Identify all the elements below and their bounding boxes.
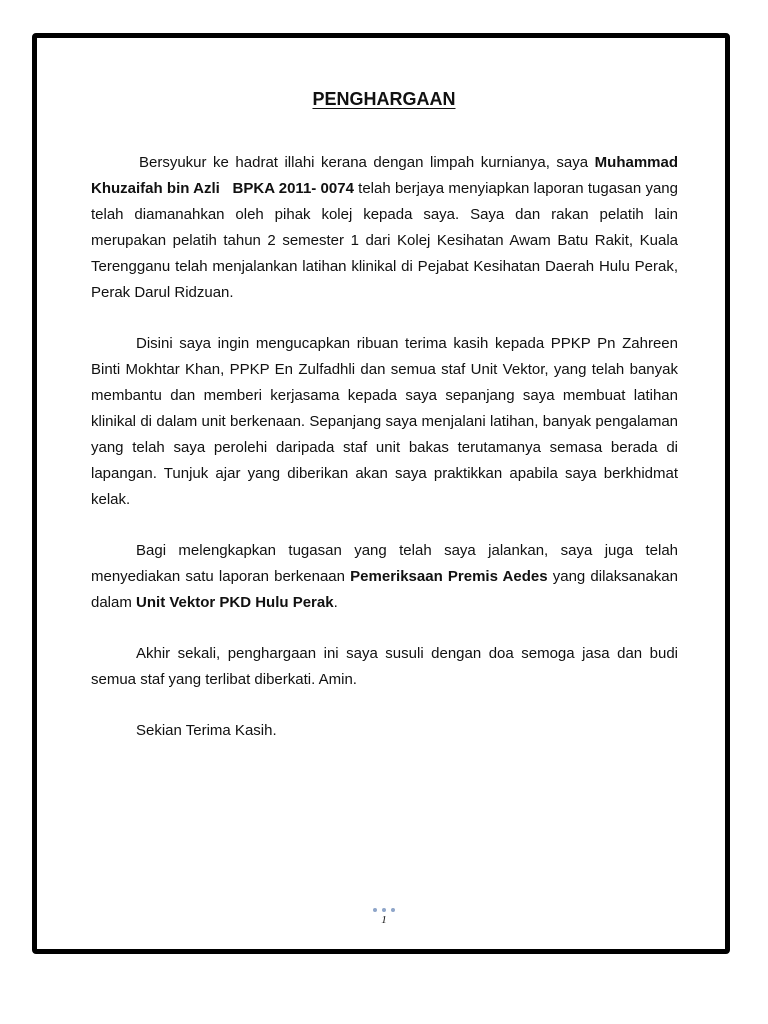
- paragraph-2: Disini saya ingin mengucapkan ribuan terima kasih kepada PPKP Pn Zahreen Binti Mokhtar Khan, PPKP En Zulfadhli dan semua staf Unit Vektor, yang telah banyak membantu dan memberi kerjasama kepada saya sepanjang saya membuat latihan klinikal di dalam unit berkenaan. Sepanjang saya menjalani latihan, banyak pengalaman yang telah saya perolehi daripada staf unit bakas terutamanya semasa berada di lapangan. Tunjuk ajar yang diberikan akan saya praktikkan apabila saya berkhidmat kelak.: [91, 335, 678, 508]
- paragraph-1-text-b: telah berjaya menyiapkan laporan tugasan yang telah diamanahkan oleh pihak kolej kepada saya. Saya dan rakan pelatih lain merupakan pelatih tahun 2 semester 1 dari Kolej Kesihatan Awam Batu Rakit, Kuala Terengganu telah menjalankan latihan klinikal di Pejabat Kesihatan Daerah Hulu Perak, Perak Darul Ridzuan.: [91, 180, 678, 301]
- closing-line: Sekian Terima Kasih.: [136, 722, 277, 739]
- paragraph-1: [91, 150, 678, 306]
- paragraph-3-text-c: .: [333, 594, 338, 611]
- paragraph-3: [91, 538, 678, 616]
- student-id: BPKA 2011- 0074: [232, 180, 354, 197]
- page-title: [0, 88, 768, 110]
- paragraph-1-gap: [220, 180, 233, 197]
- page-number: 1: [381, 914, 387, 926]
- unit-name: Unit Vektor PKD Hulu Perak: [136, 594, 334, 611]
- paragraph-3-text-a: Bagi melengkapkan tugasan yang telah saya jalankan, saya juga telah menyediakan satu laporan berkenaan: [91, 542, 678, 585]
- paragraph-4: Akhir sekali, penghargaan ini saya susuli dengan doa semoga jasa dan budi semua staf yang terlibat diberkati. Amin.: [91, 645, 678, 688]
- document-body: [91, 150, 678, 744]
- paragraph-3-text-b: yang dilaksanakan dalam: [91, 568, 678, 611]
- paragraph-1-text-a: Bersyukur ke hadrat illahi kerana dengan limpah kurnianya, saya: [139, 154, 595, 171]
- title-text: PENGHARGAAN: [312, 89, 456, 109]
- report-topic: Pemeriksaan Premis Aedes: [350, 568, 548, 585]
- page-ornament-icon: [369, 906, 399, 914]
- student-name: Muhammad Khuzaifah bin Azli: [91, 154, 678, 197]
- page-number-area: [369, 906, 399, 930]
